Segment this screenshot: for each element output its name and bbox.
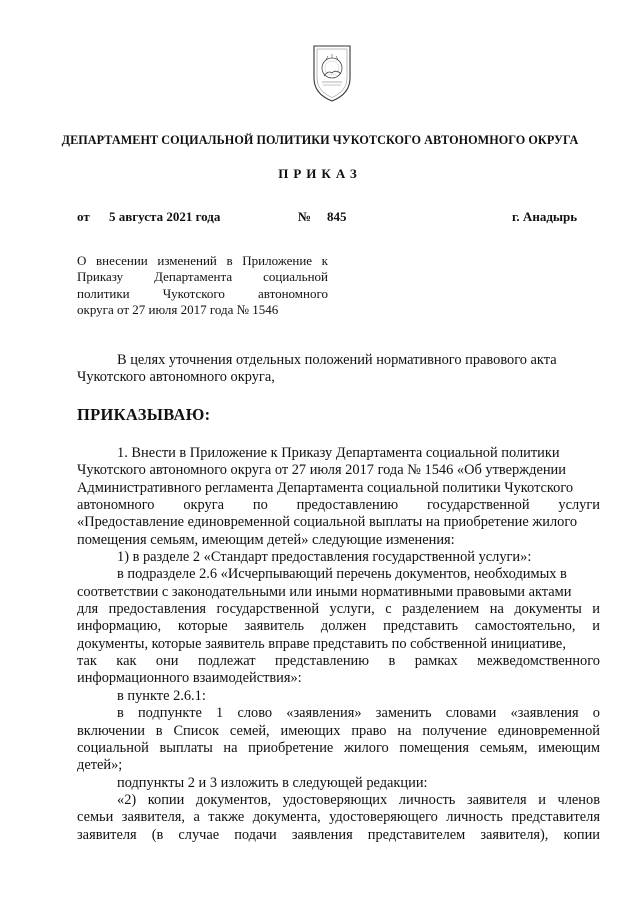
body-line: Чукотского автономного округа от 27 июля 2017 года № 1546 «Об утверждении bbox=[77, 462, 566, 479]
body-line: в подпункте 1 слово «заявления» заменить словами «заявления о bbox=[117, 705, 600, 722]
subject-line: Приказу Департамента социальной bbox=[77, 269, 328, 285]
body-line: «Предоставление единовременной социальной выплаты на приобретение жилого bbox=[77, 514, 578, 531]
preamble-line: В целях уточнения отдельных положений нормативного правового акта bbox=[117, 352, 557, 368]
body-line: детей»; bbox=[77, 757, 123, 774]
department-title: ДЕПАРТАМЕНТ СОЦИАЛЬНОЙ ПОЛИТИКИ ЧУКОТСКОГО АВТОНОМНОГО ОКРУГА bbox=[61, 133, 579, 147]
subject-line: политики Чукотского автономного bbox=[77, 285, 328, 301]
body-line: информационного взаимодействия»: bbox=[77, 670, 302, 687]
order-heading: ПРИКАЗЫВАЮ: bbox=[77, 405, 211, 424]
body-line: Административного регламента Департамента социальной политики Чукотского bbox=[77, 479, 574, 496]
body-line: информацию, которые заявитель должен представить самостоятельно, и bbox=[77, 618, 600, 635]
preamble bbox=[77, 352, 600, 387]
body-line: 1. Внести в Приложение к Приказу Департамента социальной политики bbox=[117, 445, 560, 461]
body-line: включении в Список семей, имеющих право на получение единовременной bbox=[77, 722, 600, 739]
document-body bbox=[77, 445, 600, 844]
body-line: заявителя (в случае подачи заявления представителем заявителя), копии bbox=[77, 826, 600, 843]
body-line: подпункты 2 и 3 изложить в следующей редакции: bbox=[117, 774, 428, 791]
document-subject bbox=[77, 253, 328, 319]
document-date: 5 августа 2021 года bbox=[109, 209, 221, 224]
body-line: документы, которые заявитель вправе представить по собственной инициативе, bbox=[77, 635, 566, 652]
chukotka-emblem-icon bbox=[308, 42, 356, 104]
body-line: соответствии с законодательными или иными нормативными правовыми актами bbox=[77, 583, 572, 600]
body-line: для предоставления государственной услуги, с разделением на документы и bbox=[77, 601, 600, 618]
document-type-heading: ПРИКАЗ bbox=[278, 166, 362, 181]
number-sign: № bbox=[298, 209, 312, 224]
date-prefix: от bbox=[77, 209, 90, 224]
body-line: в пункте 2.6.1: bbox=[117, 687, 206, 704]
body-line: 1) в разделе 2 «Стандарт предоставления государственной услуги»: bbox=[117, 549, 532, 566]
body-line: так как они подлежат представлению в рамках межведомственного bbox=[77, 653, 600, 670]
body-line: социальной выплаты на приобретение жилого помещения семьям, имеющим bbox=[77, 739, 600, 756]
coat-of-arms-emblem bbox=[308, 42, 356, 104]
body-line: семьи заявителя, а также документа, удостоверяющего личность представителя bbox=[77, 809, 600, 826]
body-line: автономного округа по предоставлению государственной услуги bbox=[77, 497, 600, 514]
preamble-line: Чукотского автономного округа, bbox=[77, 369, 275, 386]
document-number: 845 bbox=[327, 209, 347, 224]
body-line: в подразделе 2.6 «Исчерпывающий перечень документов, необходимых в bbox=[117, 566, 567, 583]
body-line: помещения семьям, имеющим детей» следующие изменения: bbox=[77, 531, 455, 548]
subject-line: округа от 27 июля 2017 года № 1546 bbox=[77, 302, 279, 318]
document-place: г. Анадырь bbox=[512, 209, 578, 224]
subject-line: О внесении изменений в Приложение к bbox=[77, 253, 328, 268]
body-line: «2) копии документов, удостоверяющих личность заявителя и членов bbox=[117, 791, 600, 808]
